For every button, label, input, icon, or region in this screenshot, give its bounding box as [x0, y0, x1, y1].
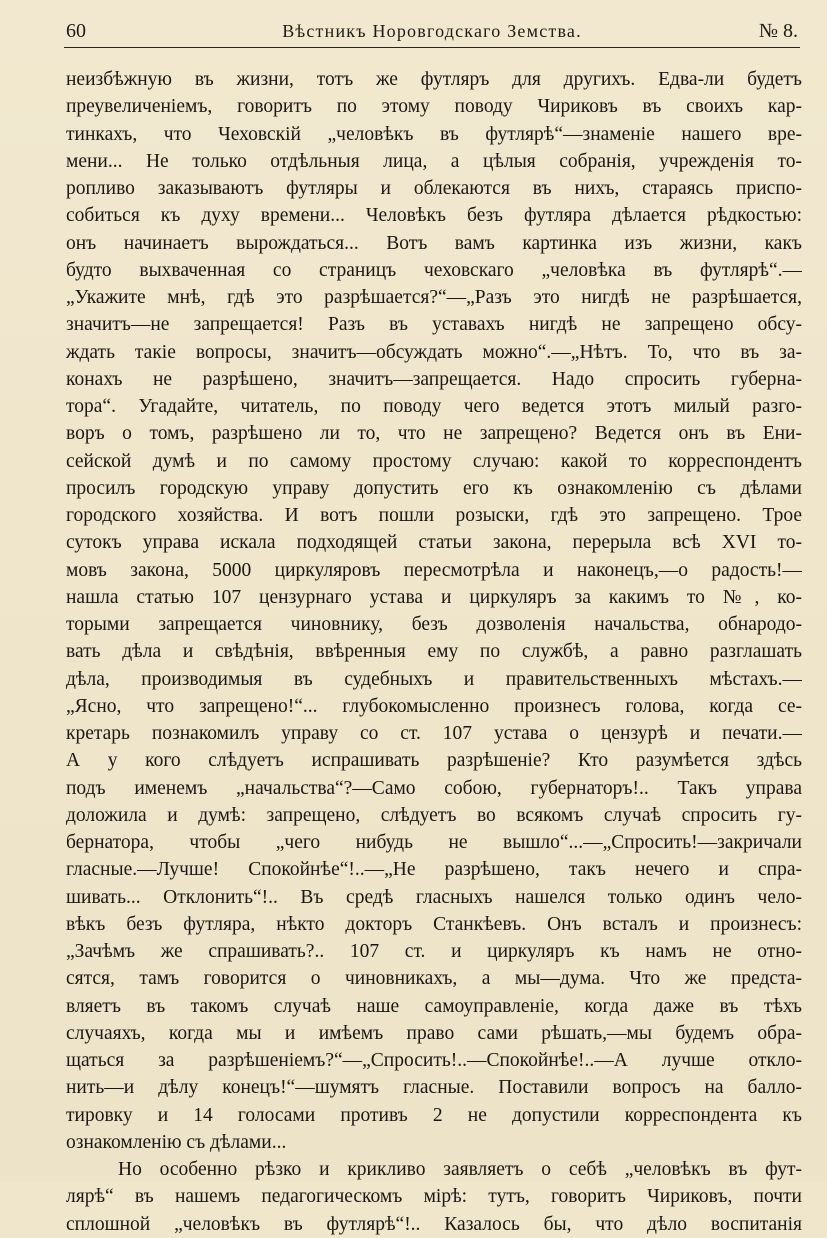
text-line: А у кого слѣдуетъ испрашивать разрѣшеніе? Кто разумѣется здѣсь — [66, 750, 802, 772]
text-line: лярѣ“ въ нашемъ педагогическомъ мірѣ: тутъ, говоритъ Чириковъ, почти — [66, 1186, 802, 1208]
text-line: нашла статью 107 цензурнаго устава и циркуляръ за какимъ то №, ко- — [66, 586, 802, 608]
text-line: щаться за разрѣшеніемъ?“—„Спросить!..—Спокойнѣе!..—А лучше откло- — [66, 1050, 802, 1071]
text-line: ждать такіе вопросы, значитъ—обсуждать можно“.—„Нѣтъ. То, что въ за- — [66, 341, 802, 363]
running-title: Вѣстникъ Норовгодскаго Земства. — [282, 21, 582, 41]
text-line: доложила и думѣ: запрещено, слѣдуетъ во всякомъ случаѣ спросить гу- — [66, 804, 802, 826]
text-line: конахъ не разрѣшено, значитъ—запрещается. Надо спросить губерна- — [66, 368, 802, 390]
text-line: мени... Не только отдѣльныя лица, а цѣлыя собранія, учрежденія то- — [66, 150, 802, 172]
text-line: гласные.—Лучше! Спокойнѣе“!..—„Не разрѣшено, такъ нечего и спра- — [66, 859, 802, 881]
text-line: нить—и дѣлу конецъ!“—шумятъ гласные. Поставили вопросъ на балло- — [66, 1077, 802, 1099]
page-header — [66, 18, 798, 48]
text-line: сплошной „человѣкъ въ футлярѣ“!.. Казалось бы, что дѣло воспитанія — [66, 1213, 802, 1235]
issue-number: № 8. — [758, 20, 798, 42]
text-line: будто выхваченная со страницъ чеховскаго „человѣка въ футлярѣ“.— — [66, 259, 802, 281]
text-line: вать дѣла и свѣдѣнія, ввѣренныя ему по службѣ, а равно разглашать — [66, 641, 802, 663]
text-line: просилъ городскую управу допустить его къ ознакомленію съ дѣлами — [66, 477, 802, 499]
text-line: дѣла, производимыя въ судебныхъ и правительственныхъ мѣстахъ.— — [66, 668, 802, 690]
body-text — [66, 66, 802, 1238]
text-line: шивать... Отклонить“!.. Въ средѣ гласныхъ нашелся только одинъ чело- — [66, 886, 802, 908]
page-number: 60 — [66, 20, 86, 42]
text-line: Но особенно рѣзко и крикливо заявляетъ о себѣ „человѣкъ въ фут- — [118, 1159, 802, 1180]
text-line: городского хозяйства. И вотъ пошли розыски, гдѣ это запрещено. Трое — [66, 505, 802, 526]
text-line: онъ начинаетъ вырождаться... Вотъ вамъ картинка изъ жизни, какъ — [66, 232, 802, 254]
text-line: кретарь познакомилъ управу со ст. 107 устава о цензурѣ и печати.— — [66, 723, 802, 744]
text-line: вѣкъ безъ футляра, нѣкто докторъ Станкѣевъ. Онъ всталъ и произнесъ: — [66, 913, 802, 935]
text-line: вляетъ въ такомъ случаѣ наше самоуправленіе, когда даже въ тѣхъ — [66, 995, 802, 1017]
text-line: торыми запрещается чиновнику, безъ дозволенія начальства, обнародо- — [66, 614, 802, 635]
text-line: собиться къ духу времени... Человѣкъ безъ футляра дѣлается рѣдкостью: — [66, 205, 802, 227]
text-line: случаяхъ, когда мы и имѣемъ право сами рѣшать,—мы будемъ обра- — [66, 1022, 802, 1044]
text-line: неизбѣжную въ жизни, тотъ же футляръ для другихъ. Едва-ли будетъ — [66, 69, 802, 90]
text-line: мовъ закона, 5000 циркуляровъ пересмотрѣла и наконецъ,—о радость!— — [66, 559, 802, 581]
text-line: бернатора, чтобы „чего нибудь не вышло“...—„Спросить!—закричали — [66, 832, 802, 853]
text-line: тора“. Угадайте, читатель, по поводу чего ведется этотъ милый разго- — [66, 396, 802, 417]
text-line: значитъ—не запрещается! Разъ въ уставахъ нигдѣ не запрещено обсу- — [66, 314, 802, 336]
text-line: подъ именемъ „начальства“?—Само собою, губернаторъ!.. Такъ управа — [66, 777, 802, 799]
text-line: преувеличеніемъ, говоритъ по этому поводу Чириковъ въ своихъ кар- — [66, 96, 802, 118]
text-line: сутокъ управа искала подходящей статьи закона, перерыла всѣ XVI то- — [66, 532, 802, 554]
text-line: ознакомленію съ дѣлами... — [66, 1131, 287, 1153]
text-line: „Укажите мнѣ, гдѣ это разрѣшается?“—„Разъ это нигдѣ не разрѣшается, — [66, 287, 802, 308]
text-line: сейской думѣ и по самому простому случаю: какой то корреспондентъ — [66, 450, 802, 472]
text-line: ропливо заказываютъ футляры и облекаются въ нихъ, стараясь приспо- — [66, 178, 802, 199]
text-line: „Зачѣмъ же спрашивать?.. 107 ст. и циркуляръ къ намъ не отно- — [66, 941, 802, 962]
text-line: тировку и 14 голосами противъ 2 не допустили корреспондента къ — [66, 1104, 802, 1126]
header-rule — [64, 47, 800, 48]
text-line: воръ о томъ, разрѣшено ли то, что не запрещено? Ведется онъ въ Ени- — [66, 423, 802, 445]
text-line: „Ясно, что запрещено!“... глубокомысленно произнесъ голова, когда се- — [66, 695, 802, 717]
text-line: сятся, тамъ говорится о чиновникахъ, а мы—дума. Что же предста- — [66, 968, 802, 990]
text-line: тинкахъ, что Чеховскій „человѣкъ въ футлярѣ“—знаменіе нашего вре- — [66, 123, 802, 145]
